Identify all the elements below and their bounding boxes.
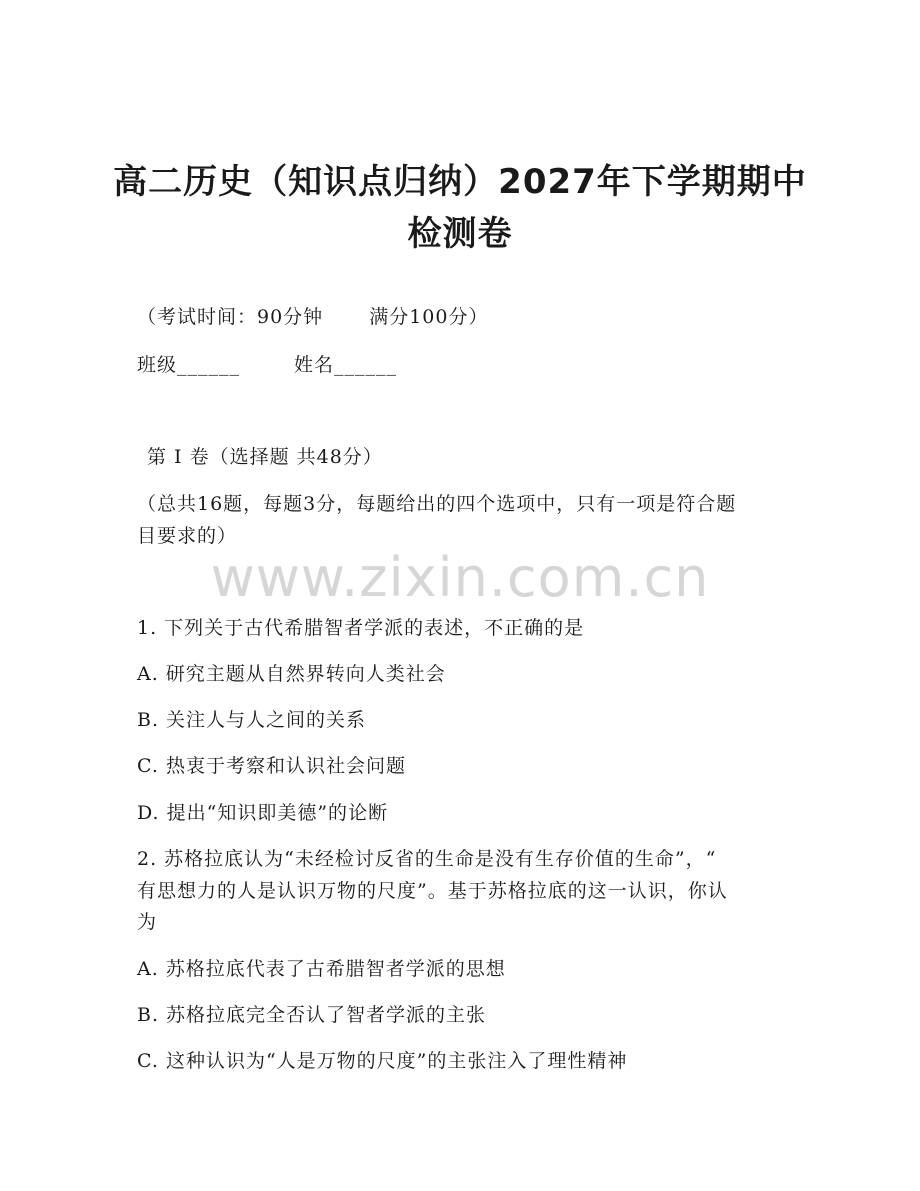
question-1-option-d: D. 提出“知识即美德”的论断 bbox=[137, 802, 389, 824]
student-fields bbox=[137, 350, 397, 377]
watermark: www.zixin.com.cn bbox=[210, 546, 710, 609]
question-1-option-a: A. 研究主题从自然界转向人类社会 bbox=[137, 663, 446, 685]
section-instructions-line2: 目要求的） bbox=[137, 525, 238, 547]
exam-info bbox=[137, 302, 488, 329]
exam-time: （考试时间：90分钟 bbox=[137, 306, 324, 328]
question-1-option-c: C. 热衷于考察和认识社会问题 bbox=[137, 755, 406, 777]
question-2-stem-line2: 有思想力的人是认识万物的尺度”。基于苏格拉底的这一认识，你认 bbox=[137, 880, 728, 902]
question-2-stem-line1: 2. 苏格拉底认为“未经检讨反省的生命是没有生存价值的生命”，“ bbox=[137, 848, 717, 870]
question-2-stem-line3: 为 bbox=[137, 911, 158, 933]
name-field: 姓名______ bbox=[294, 354, 398, 376]
question-1-option-b: B. 关注人与人之间的关系 bbox=[137, 709, 367, 731]
exam-title-line1: 高二历史（知识点归纳）2027年下学期期中 bbox=[113, 162, 807, 202]
class-field: 班级______ bbox=[137, 354, 241, 376]
question-2-option-b: B. 苏格拉底完全否认了智者学派的主张 bbox=[137, 1004, 487, 1026]
question-2-option-a: A. 苏格拉底代表了古希腊智者学派的思想 bbox=[137, 958, 506, 980]
question-2-option-c: C. 这种认识为“人是万物的尺度”的主张注入了理性精神 bbox=[137, 1050, 628, 1072]
section-heading: 第 I 卷（选择题 共48分） bbox=[147, 446, 383, 468]
exam-title-line2: 检测卷 bbox=[407, 214, 513, 254]
section-instructions-line1: （总共16题，每题3分，每题给出的四个选项中，只有一项是符合题 bbox=[137, 493, 737, 515]
question-1-stem: 1. 下列关于古代希腊智者学派的表述，不正确的是 bbox=[137, 617, 585, 639]
exam-full-score: 满分100分） bbox=[369, 306, 489, 328]
